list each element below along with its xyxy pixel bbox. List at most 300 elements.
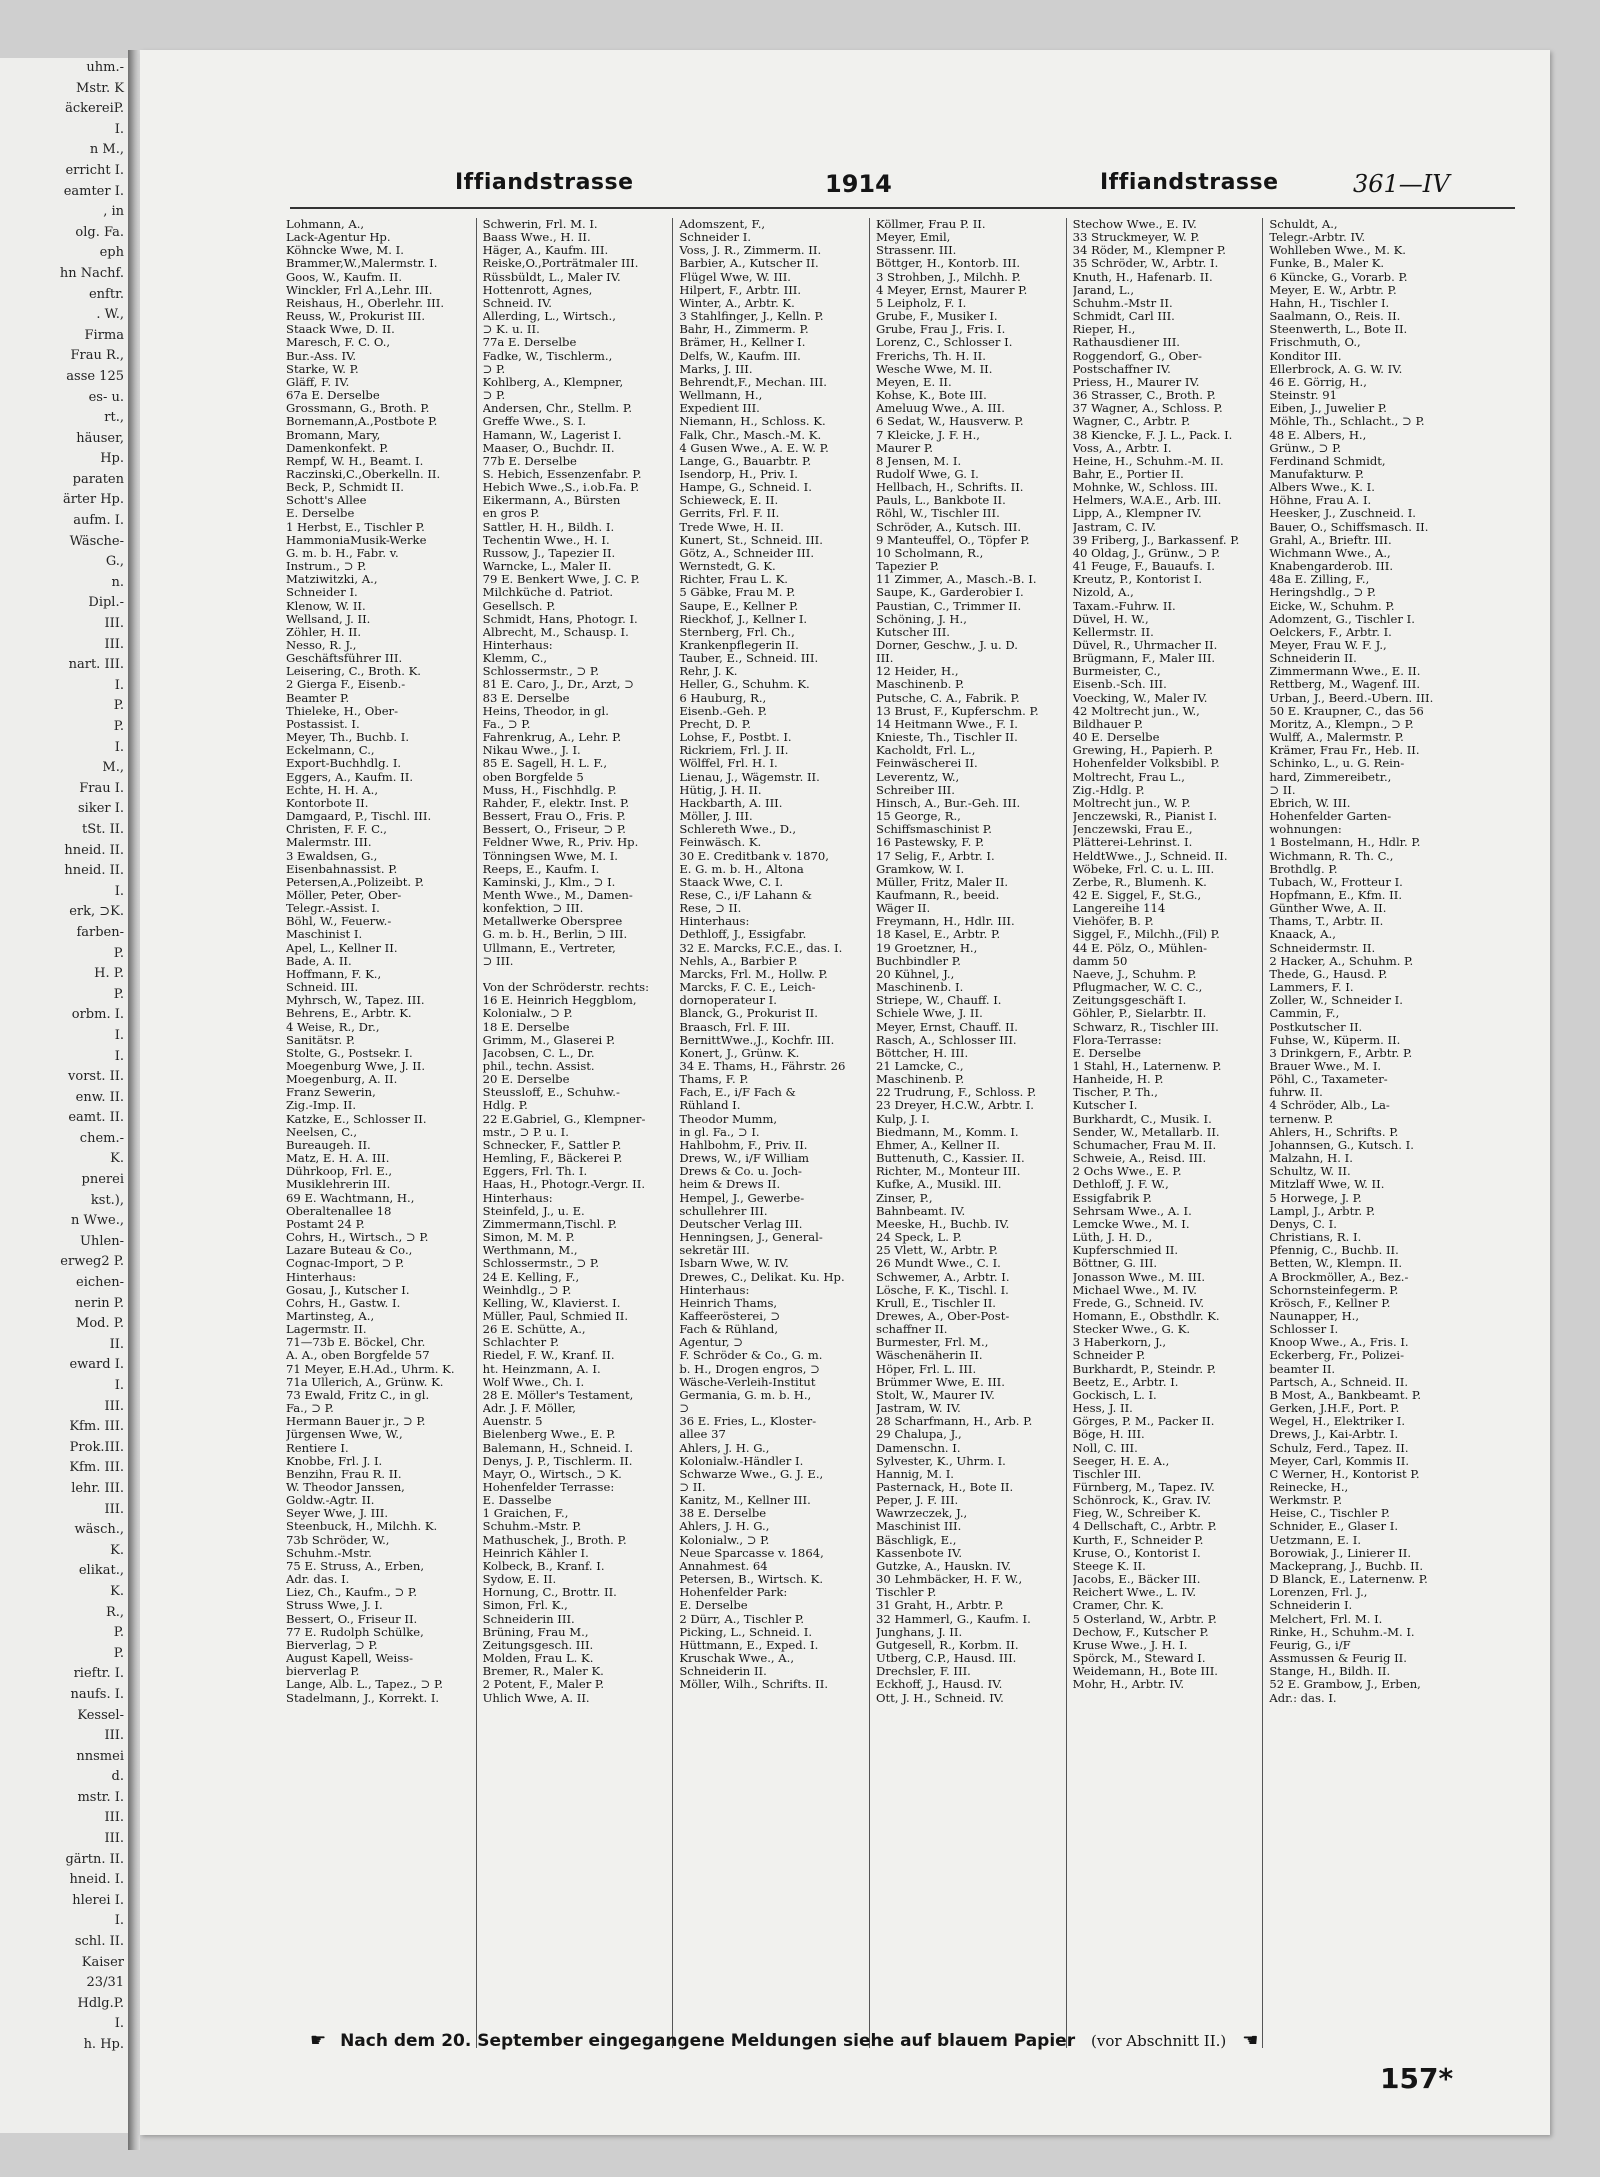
- directory-entry: Schwerin, Frl. M. I.: [482, 218, 598, 231]
- directory-entry: Menth Wwe., M., Damen-: [482, 888, 633, 902]
- directory-entry: Postschaffner IV.: [1072, 362, 1171, 376]
- directory-entry: Hahn, H., Tischler I.: [1269, 296, 1390, 310]
- directory-entry: Ahlers, H., Schrifts. P.: [1269, 1125, 1399, 1139]
- directory-entry: Frede, G., Schneid. IV.: [1072, 1296, 1205, 1310]
- pointing-hand-icon: ☚: [1242, 2030, 1259, 2051]
- directory-entry: Beamter P.: [286, 691, 350, 705]
- previous-page-fragment: d.: [111, 1769, 124, 1785]
- directory-entry: Schönrock, K., Grav. IV.: [1072, 1494, 1212, 1508]
- directory-entry: Dührkoop, Frl. E.,: [286, 1165, 393, 1179]
- directory-entry: Naeve, J., Schuhm. P.: [1072, 967, 1197, 981]
- directory-entry: Benzihn, Frau R. II.: [286, 1467, 402, 1481]
- directory-entry: Barbier, A., Kutscher II.: [679, 257, 819, 271]
- header-street-left: Iffiandstrasse: [455, 170, 634, 195]
- directory-entry: 22 E.Gabriel, G., Klempner-: [482, 1112, 646, 1126]
- directory-entry: Reinecke, H.,: [1269, 1481, 1349, 1494]
- directory-entry: Moltrecht jun., W. P.: [1072, 796, 1191, 810]
- directory-entry: Winter, A., Arbtr. K.: [679, 296, 795, 310]
- previous-page-fragment: I.: [114, 883, 124, 899]
- previous-page-fragment: enftr.: [88, 286, 124, 302]
- directory-entry: Moegenburg Wwe, J. II.: [286, 1060, 426, 1073]
- directory-entry: Rieckhof, J., Kellner I.: [679, 612, 808, 626]
- directory-entry: b. H., Drogen engros, ⊃: [679, 1362, 820, 1376]
- directory-entry: Andersen, Chr., Stellm. P.: [482, 402, 633, 416]
- directory-entry: Geschäftsführer III.: [286, 652, 403, 666]
- previous-page-fragment: wäsch.,: [74, 1522, 124, 1538]
- directory-entry: 73b Schröder, W.,: [286, 1533, 390, 1547]
- directory-entry: Lack-Agentur Hp.: [286, 231, 391, 245]
- directory-entry: Rieper, H.,: [1072, 323, 1136, 337]
- directory-entry: Dethloff, J. F. W.,: [1072, 1178, 1169, 1192]
- directory-entry: 37 Wagner, A., Schloss. P.: [1072, 402, 1223, 416]
- previous-page-fragment: enw. II.: [75, 1089, 124, 1105]
- previous-page-fragment: Wäsche-: [69, 533, 124, 549]
- directory-entry: Lampl, J., Arbtr. P.: [1269, 1204, 1376, 1218]
- directory-entry: Tischler P.: [876, 1586, 937, 1600]
- directory-entry: Goldw.-Agtr. II.: [286, 1494, 375, 1508]
- directory-entry: Fach & Rühland,: [679, 1323, 779, 1337]
- directory-entry: Bromann, Mary,: [286, 428, 381, 442]
- directory-entry: Müller, Fritz, Maler II.: [876, 875, 1009, 889]
- directory-entry: 71 Meyer, E.H.Ad., Uhrm. K.: [286, 1362, 455, 1376]
- directory-entry: 4 Gusen Wwe., A. E. W. P.: [679, 441, 829, 455]
- directory-column-5: [1067, 218, 1264, 2048]
- directory-entry: Kunert, St., Schneid. III.: [679, 533, 823, 547]
- directory-entry: Götz, A., Schneider III.: [679, 546, 815, 560]
- directory-entry: Werkmstr. P.: [1269, 1494, 1343, 1508]
- book-gutter: [128, 50, 140, 2150]
- directory-entry: Bauer, O., Schiffsmasch. II.: [1269, 520, 1429, 534]
- directory-entry: E. G. m. b. H., Altona: [679, 862, 804, 876]
- directory-entry: 20 Kühnel, J.,: [876, 967, 955, 981]
- directory-entry: 3 Drinkgern, F., Arbtr. P.: [1269, 1046, 1413, 1060]
- directory-entry: Voss, J. R., Zimmerm. II.: [679, 244, 822, 258]
- directory-entry: Sanitätsr. P.: [286, 1033, 355, 1047]
- directory-entry: Eisenb.-Sch. III.: [1072, 678, 1167, 692]
- directory-entry: Kanitz, M., Kellner III.: [679, 1494, 811, 1508]
- previous-page-fragment: hneid. I.: [69, 1872, 124, 1888]
- directory-entry: Rickriem, Frl. J. II.: [679, 744, 789, 758]
- directory-entry: Fa., ⊃ P.: [482, 717, 531, 731]
- directory-entry: Grewing, H., Papierh. P.: [1072, 744, 1214, 758]
- directory-entry: Hohenfelder Park:: [679, 1586, 788, 1600]
- directory-entry: Grünw., ⊃ P.: [1269, 441, 1342, 455]
- directory-entry: Maschinist I.: [286, 928, 363, 942]
- previous-page-fragment: es- u.: [88, 389, 124, 405]
- directory-entry: Stadelmann, J., Korrekt. I.: [286, 1691, 440, 1705]
- directory-entry: Bremer, R., Maler K.: [482, 1665, 604, 1679]
- directory-entry: Bahnbeamt. IV.: [876, 1204, 966, 1218]
- directory-entry: Schuhm.-Mstr II.: [1072, 296, 1173, 310]
- directory-entry: Bessert, O., Friseur, ⊃ P.: [482, 823, 626, 837]
- directory-entry: Lammers, F. I.: [1269, 981, 1354, 995]
- directory-entry: 23 Dreyer, H.C.W., Arbtr. I.: [876, 1099, 1034, 1113]
- directory-entry: Ferdinand Schmidt,: [1269, 454, 1386, 468]
- directory-entry: 50 E. Kraupner, C., das 56: [1269, 704, 1424, 718]
- directory-entry: Cammin, F.,: [1269, 1007, 1340, 1021]
- directory-entry: Richter, Frau L. K.: [679, 573, 788, 587]
- directory-entry: Hellbach, H., Schrifts. II.: [876, 481, 1024, 495]
- directory-entry: 1 Bostelmann, H., Hdlr. P.: [1269, 836, 1421, 850]
- directory-entry: Nizold, A.,: [1072, 586, 1134, 600]
- directory-entry: F. Schröder & Co., G. m.: [679, 1349, 823, 1363]
- directory-entry: Klemm, C.,: [482, 652, 548, 666]
- directory-entry: 11 Zimmer, A., Masch.-B. I.: [876, 573, 1037, 587]
- directory-entry: Wellsand, J. II.: [286, 612, 371, 626]
- directory-entry: Kontorbote II.: [286, 796, 369, 810]
- directory-entry: Tönningsen Wwe, M. I.: [482, 849, 618, 863]
- previous-page-fragment: III.: [104, 1728, 124, 1744]
- directory-entry: Gockisch, L. I.: [1072, 1388, 1157, 1402]
- directory-entry: Maaser, O., Buchdr. II.: [482, 441, 615, 455]
- directory-entry: Rühland I.: [679, 1099, 741, 1113]
- directory-column-3: [673, 218, 870, 2048]
- directory-entry: schullehrer III.: [679, 1204, 768, 1218]
- directory-entry: Hütig, J. H. II.: [679, 783, 762, 797]
- directory-entry: Weidemann, H., Bote III.: [1072, 1665, 1218, 1679]
- previous-page-fragment: siker I.: [77, 801, 124, 817]
- directory-entry: 22 Trudrung, F., Schloss. P.: [876, 1086, 1037, 1100]
- directory-entry: Schneider I.: [679, 231, 752, 245]
- directory-entry: 4 Meyer, Ernst, Maurer P.: [876, 283, 1028, 297]
- directory-entry: Hohenfelder Volksbibl. P.: [1072, 757, 1220, 771]
- directory-entry: 6 Sedat, W., Hausverw. P.: [876, 415, 1024, 429]
- directory-entry: Burmester, Frl. M.,: [876, 1336, 989, 1350]
- directory-entry: Brüning, Frau M.,: [482, 1625, 589, 1639]
- previous-page-fragment: P.: [113, 945, 124, 961]
- directory-entry: 19 Groetzner, H.,: [876, 941, 978, 955]
- previous-page-fragment: asse 125: [66, 368, 124, 384]
- directory-entry: Brammer,W.,Malermstr. I.: [286, 257, 438, 271]
- previous-page-fragment: Prok.III.: [69, 1439, 124, 1455]
- directory-entry: Schieweck, E. II.: [679, 494, 779, 508]
- directory-entry: Biedmann, M., Komm. I.: [876, 1125, 1019, 1139]
- directory-entry: Lazare Buteau & Co.,: [286, 1244, 413, 1258]
- directory-entry: Klenow, W. II.: [286, 599, 366, 613]
- previous-page-fragment: I.: [114, 1027, 124, 1043]
- directory-entry: Manufakturw. P.: [1269, 467, 1364, 481]
- directory-entry: Goos, W., Kaufm. II.: [286, 270, 403, 284]
- directory-entry: Fahrenkrug, A., Lehr. P.: [482, 731, 622, 745]
- directory-entry: Moritz, A., Klempn., ⊃ P.: [1269, 717, 1414, 731]
- directory-entry: Voecking, W., Maler IV.: [1072, 691, 1208, 705]
- directory-entry: Schwemer, A., Arbtr. I.: [876, 1270, 1010, 1284]
- directory-entry: Lorenzen, Frl. J.,: [1269, 1586, 1368, 1600]
- directory-entry: Möller, Wilh., Schrifts. II.: [679, 1678, 829, 1692]
- directory-entry: 73 Ewald, Fritz C., in gl.: [286, 1388, 430, 1402]
- directory-entry: Wöbeke, Frl. C. u. L. III.: [1072, 862, 1215, 876]
- directory-entry: 14 Heitmann Wwe., F. I.: [876, 717, 1018, 731]
- directory-entry: Schneiderin I.: [1269, 1599, 1353, 1613]
- directory-entry: Zinser, P.,: [876, 1191, 933, 1205]
- directory-entry: Franz Sewerin,: [286, 1086, 376, 1100]
- directory-entry: Braasch, Frl. F. III.: [679, 1020, 791, 1034]
- directory-entry: Molden, Frau L. K.: [482, 1652, 594, 1666]
- directory-entry: 48a E. Zilling, F.,: [1269, 573, 1370, 587]
- previous-page-fragment: 23/31: [86, 1975, 124, 1991]
- directory-entry: Höper, Frl. L. III.: [876, 1362, 977, 1376]
- directory-entry: Stolte, G., Postsekr. I.: [286, 1046, 413, 1060]
- directory-entry: Stange, H., Bildh. II.: [1269, 1665, 1391, 1679]
- directory-entry: in gl. Fa., ⊃ I.: [679, 1125, 760, 1139]
- directory-entry: Fieg, W., Schreiber K.: [1072, 1507, 1201, 1521]
- directory-entry: Bade, A. II.: [286, 954, 352, 968]
- directory-entry: 77a E. Derselbe: [482, 336, 577, 350]
- directory-entry: Wäschenäherin II.: [876, 1349, 983, 1363]
- directory-entry: Saupe, E., Kellner P.: [679, 599, 799, 613]
- directory-entry: Schneidermstr. II.: [1269, 941, 1376, 955]
- page-number: 157*: [1380, 2062, 1454, 2095]
- directory-entry: Jastram, C. IV.: [1072, 520, 1157, 534]
- directory-entry: Knuth, H., Hafenarb. II.: [1072, 270, 1213, 284]
- directory-entry: Steinstr. 91: [1269, 389, 1337, 403]
- directory-entry: 71—73b E. Böckel, Chr.: [286, 1336, 426, 1350]
- directory-entry: 3 Ewaldsen, G.,: [286, 849, 378, 863]
- directory-entry: Bielenberg Wwe., E. P.: [482, 1428, 616, 1442]
- directory-entry: Müller, Paul, Schmied II.: [482, 1309, 629, 1323]
- directory-entry: Greffe Wwe., S. I.: [482, 415, 587, 429]
- directory-entry: Moegenburg, A. II.: [286, 1073, 398, 1087]
- directory-entry: Gosau, J., Kutscher I.: [286, 1283, 410, 1297]
- directory-entry: Günther Wwe, A. II.: [1269, 902, 1387, 916]
- directory-entry: Drews, J., Kai-Arbtr. I.: [1269, 1428, 1399, 1442]
- directory-entry: 81 E. Caro, J., Dr., Arzt, ⊃: [482, 678, 634, 692]
- directory-entry: Kelling, W., Klavierst. I.: [482, 1296, 621, 1310]
- directory-entry: Flora-Terrasse:: [1072, 1033, 1162, 1047]
- directory-entry: Lagermstr. II.: [286, 1323, 367, 1337]
- directory-entry: Thams, T., Arbtr. II.: [1269, 915, 1384, 929]
- previous-page-fragment: elikat.,: [78, 1563, 124, 1579]
- directory-entry: Hinterhaus:: [679, 1283, 750, 1297]
- directory-entry: Jonasson Wwe., M. III.: [1072, 1270, 1206, 1284]
- directory-entry: 77b E. Derselbe: [482, 454, 577, 468]
- previous-page-fragment: R.,: [105, 1604, 124, 1620]
- directory-entry: Blanck, G., Prokurist II.: [679, 1007, 818, 1021]
- directory-entry: Damgaard, P., Tischl. III.: [286, 810, 432, 824]
- directory-entry: Röhl, W., Tischler III.: [876, 507, 1000, 521]
- directory-entry: konfektion, ⊃ III.: [482, 902, 584, 916]
- directory-entry: Böhl, W., Feuerw.-: [286, 915, 392, 929]
- previous-page-fragment: olg. Fa.: [75, 224, 124, 240]
- directory-entry: Peper, J. F. III.: [876, 1494, 959, 1508]
- directory-entry: Christians, R. I.: [1269, 1231, 1362, 1245]
- footer-text: Nach dem 20. September eingegangene Meldungen siehe auf blauem Papier: [340, 2031, 1076, 2051]
- directory-entry: Postkutscher II.: [1269, 1020, 1363, 1034]
- directory-entry: Krämer, Frau Fr., Heb. II.: [1269, 744, 1420, 758]
- directory-entry: Heine, H., Schuhm.-M. II.: [1072, 454, 1224, 468]
- directory-entry: Schlosser I.: [1269, 1323, 1339, 1337]
- directory-entry: Tischler III.: [1072, 1467, 1142, 1481]
- directory-entry: Hess, J. II.: [1072, 1402, 1133, 1416]
- directory-entry: Möller, Peter, Ober-: [286, 888, 402, 902]
- directory-entry: Tauber, E., Schneid. III.: [679, 652, 819, 666]
- directory-entry: 41 Feuge, F., Bauaufs. I.: [1072, 560, 1215, 574]
- directory-entry: Borowiak, J., Linierer II.: [1269, 1546, 1412, 1560]
- previous-page-fragment: n M.,: [89, 142, 124, 158]
- previous-page-fragment: naufs. I.: [70, 1686, 124, 1702]
- directory-entry: Adr. J. F. Möller,: [482, 1402, 576, 1416]
- directory-entry: Meyer, E. W., Arbtr. P.: [1269, 283, 1397, 297]
- directory-entry: Brümmer Wwe, E. III.: [876, 1375, 1005, 1389]
- directory-entry: Mayr, O., Wirtsch., ⊃ K.: [482, 1467, 622, 1481]
- directory-entry: Kruse, O., Kontorist I.: [1072, 1546, 1201, 1560]
- directory-entry: Krull, E., Tischler II.: [876, 1296, 996, 1310]
- directory-entry: Neue Sparcasse v. 1864,: [679, 1546, 824, 1560]
- directory-entry: Wohlleben Wwe., M. K.: [1269, 244, 1406, 258]
- directory-entry: Grube, Frau J., Fris. I.: [876, 323, 1006, 337]
- directory-entry: Maresch, F. C. O.,: [286, 336, 391, 350]
- directory-entry: Wawrzeczek, J.,: [876, 1507, 968, 1521]
- previous-page-fragment: G.,: [105, 554, 124, 570]
- directory-entry: Richter, M., Monteur III.: [876, 1165, 1021, 1179]
- directory-entry: Betten, W., Klempn. II.: [1269, 1257, 1402, 1271]
- directory-entry: 28 Scharfmann, H., Arb. P.: [876, 1415, 1033, 1429]
- directory-entry: 21 Lamcke, C.,: [876, 1060, 964, 1073]
- directory-entry: 46 E. Görrig, H.,: [1269, 375, 1367, 389]
- directory-entry: Schröder, A., Kutsch. III.: [876, 520, 1022, 534]
- directory-entry: Uetzmann, E. I.: [1269, 1533, 1362, 1547]
- directory-entry: Hohenfelder Terrasse:: [482, 1481, 615, 1494]
- directory-entry: Pasternack, H., Bote II.: [876, 1481, 1014, 1494]
- directory-entry: Möller, J. III.: [679, 810, 753, 824]
- previous-page-fragment: erweg2 P.: [60, 1254, 124, 1270]
- directory-entry: Melchert, Frl. M. I.: [1269, 1612, 1383, 1626]
- previous-page-fragment: Uhlen-: [80, 1233, 124, 1249]
- directory-column-6: [1263, 218, 1460, 2048]
- directory-entry: Zerbe, R., Blumenh. K.: [1072, 875, 1207, 889]
- directory-entry: Staack Wwe, C. I.: [679, 875, 784, 889]
- directory-entry: Eckhoff, J., Hausd. IV.: [876, 1678, 1003, 1692]
- directory-entry: Damenkonfekt. P.: [286, 441, 389, 455]
- directory-entry: schaffner II.: [876, 1323, 948, 1337]
- directory-entry: Beck, P., Schmidt II.: [286, 481, 404, 495]
- directory-entry: Kaufmann, R., beeid.: [876, 888, 1000, 902]
- directory-entry: Simon, Frl. K.,: [482, 1599, 568, 1613]
- directory-entry: Theodor Mumm,: [679, 1112, 778, 1126]
- directory-entry: Lienau, J., Wägemstr. II.: [679, 770, 820, 784]
- previous-page-fragment: II.: [109, 1336, 124, 1352]
- previous-page-fragment: Frau R.,: [70, 348, 124, 364]
- directory-entry: Heesker, J., Zuschneid. I.: [1269, 507, 1416, 521]
- directory-entry: Schneiderin III.: [482, 1612, 575, 1626]
- directory-entry: Mohr, H., Arbtr. IV.: [1072, 1678, 1185, 1692]
- directory-entry: 71a Ullerich, A., Grünw. K.: [286, 1375, 444, 1389]
- directory-entry: Meeske, H., Buchb. IV.: [876, 1217, 1010, 1231]
- directory-entry: Stolt, W., Maurer IV.: [876, 1388, 995, 1402]
- directory-entry: Pfennig, C., Buchb. II.: [1269, 1244, 1399, 1258]
- directory-entry: Wulff, A., Malermstr. P.: [1269, 731, 1404, 745]
- directory-entry: Jastram, W. IV.: [876, 1402, 961, 1416]
- directory-entry: Brauer Wwe., M. I.: [1269, 1060, 1382, 1073]
- directory-entry: Kutscher I.: [1072, 1099, 1138, 1113]
- previous-page-fragment: hlerei I.: [72, 1892, 124, 1908]
- directory-entry: Utberg, C.P., Hausd. III.: [876, 1652, 1017, 1666]
- directory-entry: 75 E. Struss, A., Erben,: [286, 1559, 425, 1573]
- previous-page-fragment: mstr. I.: [77, 1789, 124, 1805]
- directory-entry: Drechsler, F. III.: [876, 1665, 971, 1679]
- directory-entry: Schlereth Wwe., D.,: [679, 823, 797, 837]
- directory-entry: Rinke, H., Schuhm.-M. I.: [1269, 1625, 1415, 1639]
- directory-entry: Export-Buchhdlg. I.: [286, 757, 402, 771]
- directory-entry: Johannsen, G., Kutsch. I.: [1269, 1138, 1414, 1152]
- directory-entry: Simon, M. M. P.: [482, 1231, 575, 1245]
- directory-entry: Reiske,O.,Porträtmaler III.: [482, 257, 639, 271]
- directory-entry: Drewes, A., Ober-Post-: [876, 1309, 1010, 1323]
- directory-column-2: [477, 218, 674, 2048]
- directory-entry: 67a E. Derselbe: [286, 389, 380, 403]
- directory-entry: Gerrits, Frl. F. II.: [679, 507, 780, 521]
- directory-entry: Beetz, E., Arbtr. I.: [1072, 1375, 1179, 1389]
- directory-entry: Reichert Wwe., L. IV.: [1072, 1586, 1197, 1600]
- directory-entry: 34 Röder, M., Klempner P.: [1072, 244, 1226, 258]
- previous-page-fragment: hneid. II.: [64, 842, 124, 858]
- directory-entry: Höhne, Frau A. I.: [1269, 494, 1372, 508]
- directory-entry: ⊃ III.: [482, 954, 514, 968]
- directory-entry: 3 Haberkorn, J.,: [1072, 1336, 1167, 1350]
- directory-entry: Martinsteg, A.,: [286, 1309, 375, 1323]
- directory-entry: 38 E. Derselbe: [679, 1507, 767, 1521]
- directory-entry: Schneiderin II.: [679, 1665, 767, 1679]
- directory-entry: Göhler, P., Sielarbtr. II.: [1072, 1007, 1207, 1021]
- directory-entry: Wölffel, Frl. H. I.: [679, 757, 778, 771]
- directory-entry: Ebrich, W. III.: [1269, 796, 1351, 810]
- directory-entry: Eicke, W., Schuhm. P.: [1269, 599, 1395, 613]
- directory-entry: Henningsen, J., General-: [679, 1231, 823, 1245]
- previous-page-fragment: Kfm. III.: [69, 1460, 124, 1476]
- directory-entry: Reeps, E., Kaufm. I.: [482, 862, 600, 876]
- directory-entry: Essigfabrik P.: [1072, 1191, 1152, 1205]
- directory-entry: Sylvester, K., Uhrm. I.: [876, 1454, 1006, 1468]
- directory-entry: Schmidt, Hans, Photogr. I.: [482, 612, 638, 626]
- directory-column-1: [280, 218, 477, 2048]
- directory-entry: Rudolf Wwe, G. I.: [876, 467, 979, 481]
- directory-entry: Möhle, Th., Schlacht., ⊃ P.: [1269, 415, 1425, 429]
- directory-entry: fuhrw. II.: [1269, 1086, 1323, 1100]
- previous-page-fragment: paraten: [72, 471, 124, 487]
- directory-entry: en gros P.: [482, 507, 540, 521]
- previous-page-fragment: äckereiP.: [65, 101, 124, 117]
- directory-entry: Schultz, W. II.: [1269, 1165, 1351, 1179]
- directory-entry: Düvel, R., Uhrmacher II.: [1072, 639, 1218, 652]
- directory-entry: Hemling, F., Bäckerei P.: [482, 1152, 623, 1166]
- directory-entry: Urban, J., Beerd.-Ubern. III.: [1269, 691, 1434, 705]
- directory-entry: Frerichs, Th. H. II.: [876, 349, 986, 363]
- directory-entry: Jarand, L.,: [1072, 283, 1134, 297]
- previous-page-fragment: rieftr. I.: [73, 1666, 124, 1682]
- directory-entry: Kohlberg, A., Klempner,: [482, 375, 624, 389]
- directory-entry: Ellerbrock, A. G. W. IV.: [1269, 362, 1403, 376]
- directory-entry: Maschinenb. I.: [876, 981, 964, 995]
- directory-entry: August Kapell, Weiss-: [286, 1652, 414, 1666]
- directory-entry: Russow, J., Tapezier II.: [482, 546, 616, 560]
- directory-entry: 24 Speck, L. P.: [876, 1231, 962, 1245]
- directory-entry: Musiklehrerin III.: [286, 1178, 391, 1192]
- directory-entry: hard, Zimmereibetr.,: [1269, 770, 1392, 784]
- previous-page-fragment: nnsmei: [76, 1748, 124, 1764]
- directory-entry: Agentur, ⊃: [679, 1336, 743, 1350]
- directory-entry: Techentin Wwe., H. I.: [482, 533, 610, 547]
- previous-page-fragment: P.: [113, 1625, 124, 1641]
- directory-entry: Muss, H., Fischhdlg. P.: [482, 783, 617, 797]
- directory-entry: Fadke, W., Tischlerm.,: [482, 349, 613, 363]
- directory-entry: Expedient III.: [679, 402, 760, 416]
- directory-entry: Rasch, A., Schlosser III.: [876, 1033, 1017, 1047]
- directory-entry: Konditor III.: [1269, 349, 1342, 363]
- directory-entry: Schiele Wwe, J. II.: [876, 1007, 983, 1021]
- directory-entry: Kolonialw., ⊃ P.: [679, 1533, 770, 1547]
- directory-entry: E. Derselbe: [679, 1599, 748, 1613]
- previous-page-fragment: chem.-: [79, 1130, 124, 1146]
